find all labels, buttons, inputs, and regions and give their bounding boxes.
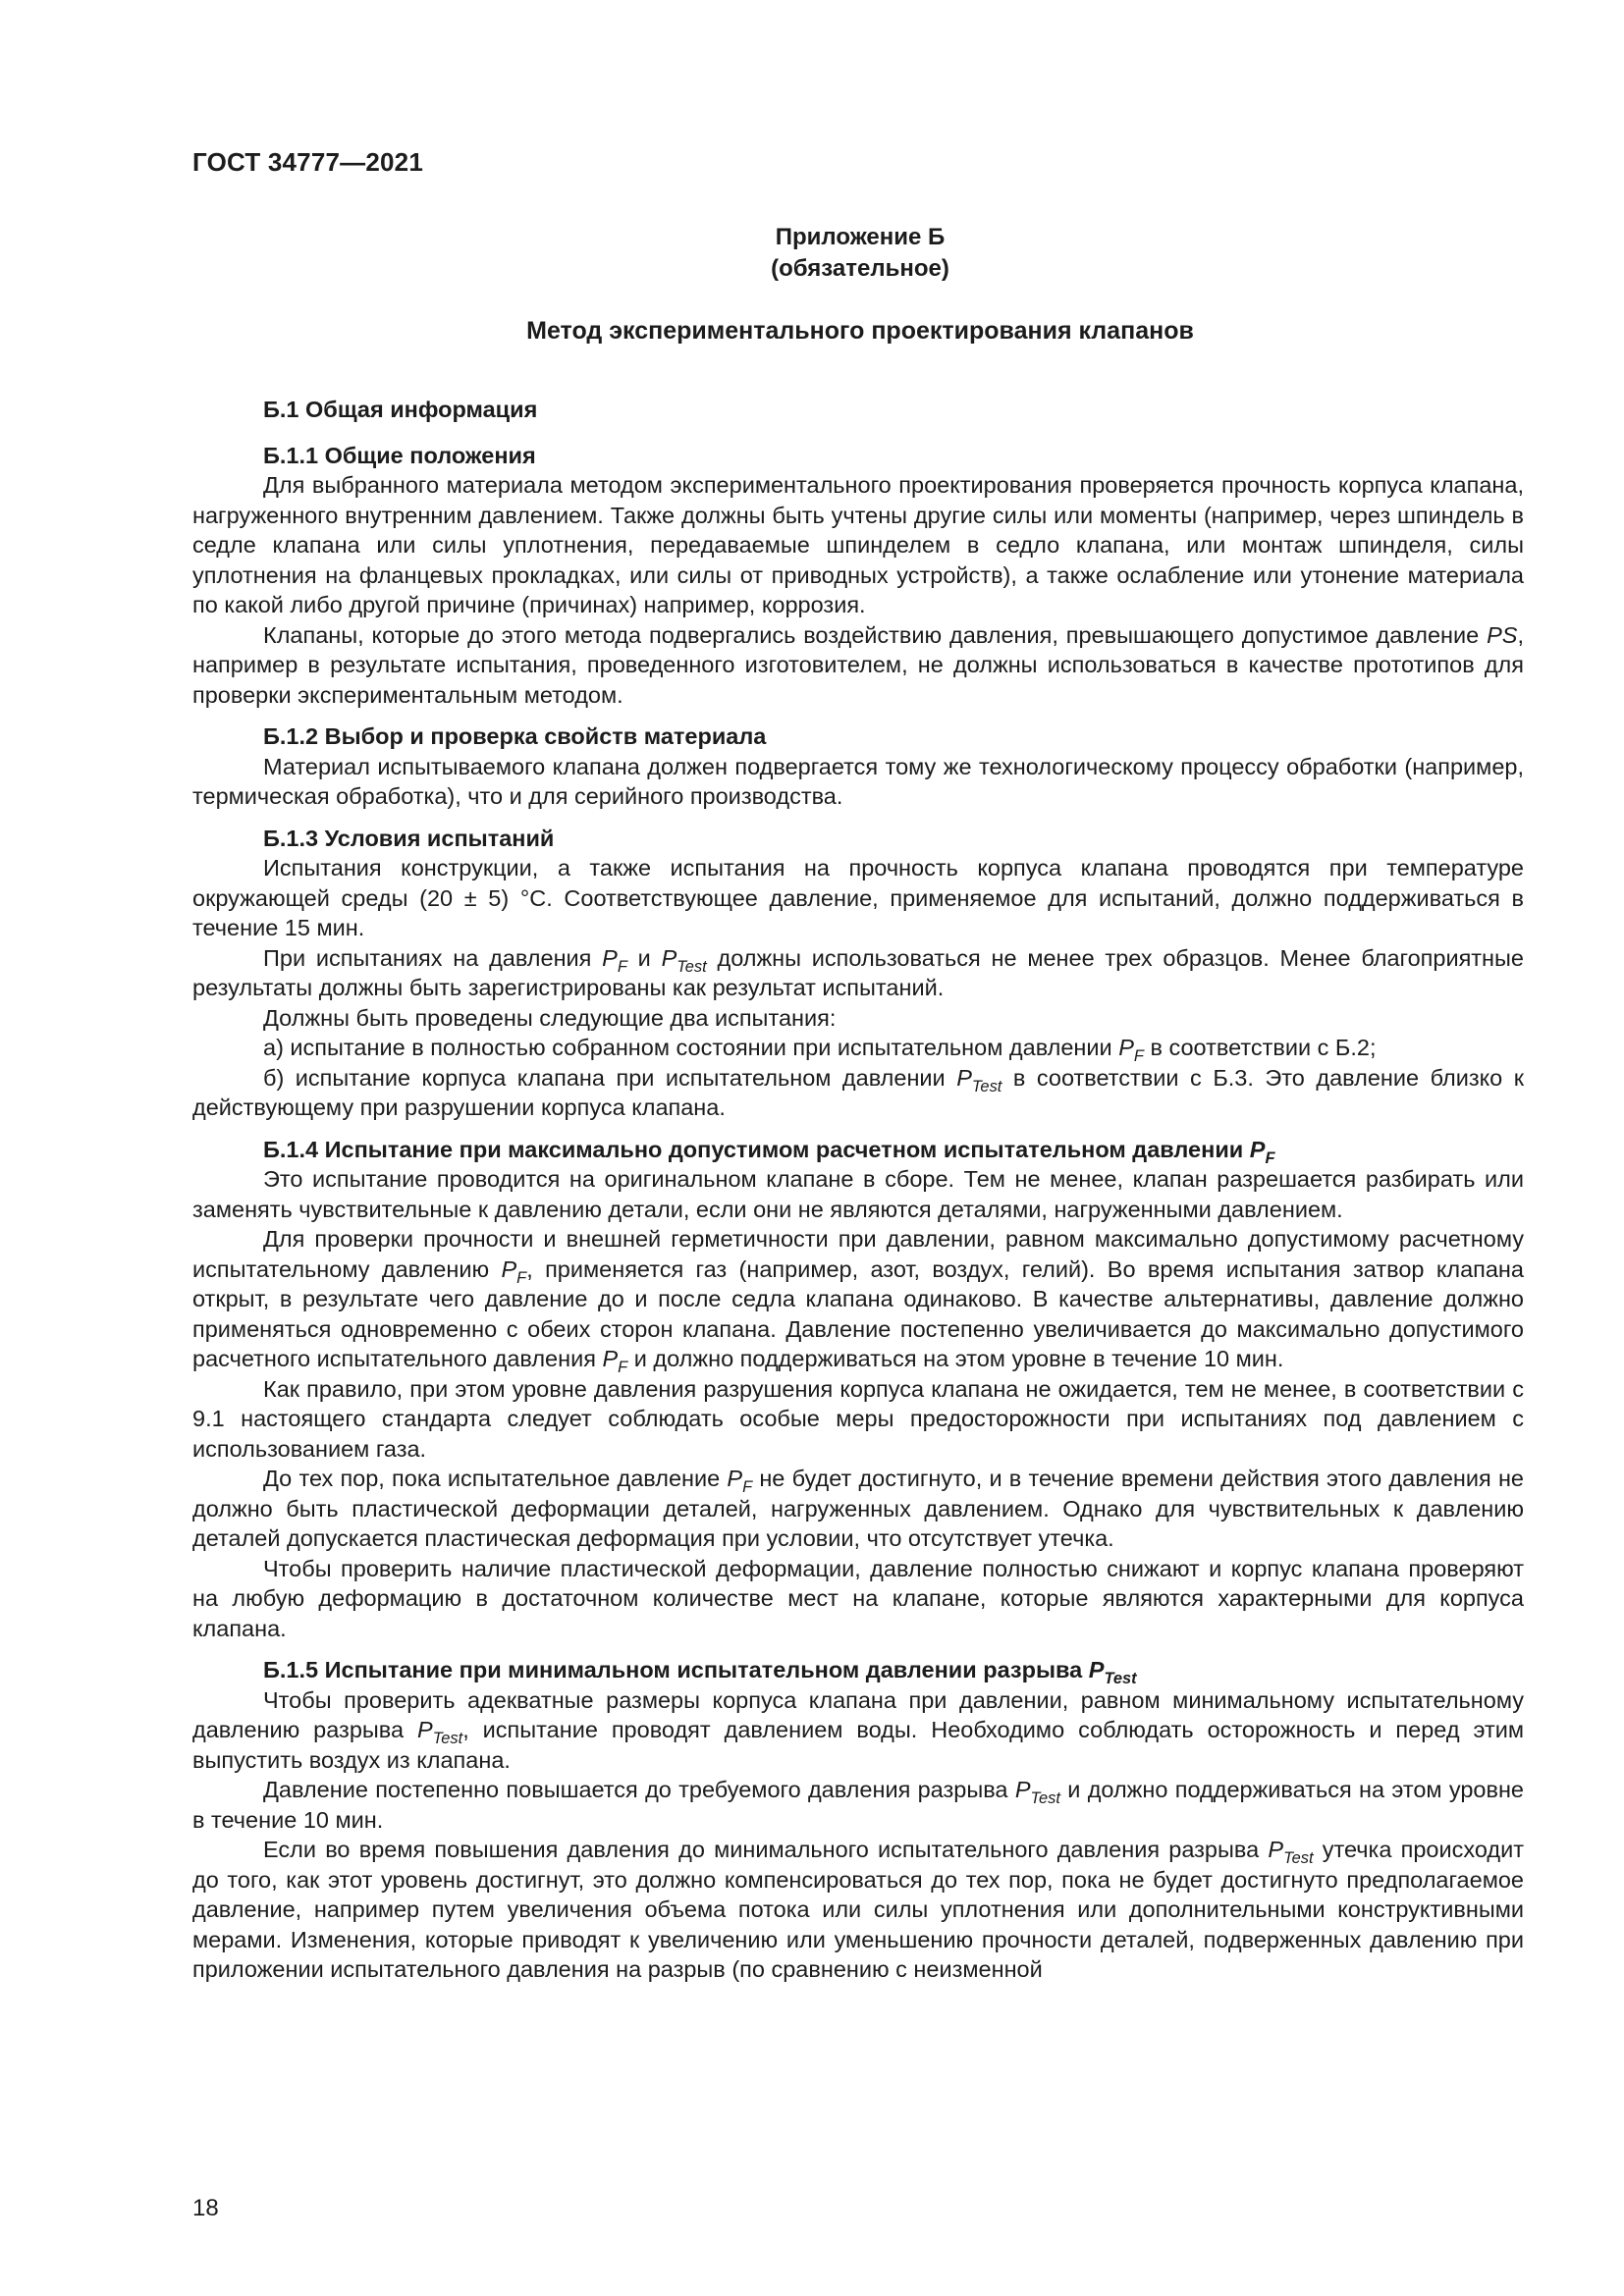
symbol-ptest: $P_{Test}$ xyxy=(417,1717,463,1747)
symbol-ptest: $P_{Test}$ xyxy=(661,944,707,976)
section-heading-b1: Б.1 Общая информация xyxy=(263,397,538,422)
document-code: ГОСТ 34777—2021 xyxy=(192,147,423,177)
symbol-pf: $P_F$ xyxy=(602,1346,628,1376)
symbol-ps: PS xyxy=(1487,621,1518,648)
section-heading-b15: Б.1.5 Испытание при минимальном испытательном давлении разрыва $P_{Test}$ xyxy=(263,1657,1137,1687)
list-item: б) испытание корпуса клапана при испытательном давлении $P_{Test}$ в соответствии с Б.3. Это давление близко к действующему при разрушении корпуса клапана. xyxy=(192,1064,1525,1120)
paragraph: Для выбранного материала методом экспериментального проектирования проверяется прочность корпуса клапана, нагруженного внутренним давлением. Также должны быть учтены другие силы или моменты (например, через шпиндель в седле клапана или силы уплотнения, передаваемые шпинделем в седло клапана, или монтаж шпинделя, силы уплотнения на фланцевых прокладках, или силы от приводных устройств), а также ослабление или утонение материала по какой либо другой причине (причинах) например, коррозия. xyxy=(192,472,1524,617)
document-body xyxy=(192,395,1524,1985)
paragraph: До тех пор, пока испытательное давление $P_F$ не будет достигнуто, и в течение времени действия этого давления не должно быть пластической деформации деталей, нагруженных давлением. Однако для чувствительных к давлению деталей допускается пластическая деформация при условии, что отсутствует утечка. xyxy=(192,1466,1524,1551)
paragraph: Должны быть проведены следующие два испытания: xyxy=(263,1004,837,1031)
paragraph: Чтобы проверить адекватные размеры корпуса клапана при давлении, равном минимальному испытательному давлению разрыва $P_{Test}$, испытание проводят давлением воды. Необходимо соблюдать осторожность и перед этим выпустить воздух из клапана. xyxy=(192,1686,1524,1773)
symbol-ptest: $P_{Test}$ xyxy=(956,1064,1002,1095)
symbol-pf: $P_F$ xyxy=(1118,1035,1144,1065)
symbol-ptest: $P_{Test}$ xyxy=(1014,1777,1060,1807)
paragraph: Давление постепенно повышается до требуемого давления разрыва $P_{Test}$ и должно поддерживаться на этом уровне в течение 10 мин. xyxy=(192,1777,1525,1833)
paragraph: Для проверки прочности и внешней герметичности при давлении, равном максимально допустимому расчетному испытательному давлению $P_F$, применяется газ (например, азот, воздух, гелий). Во время испытания затвор клапана открыт, в результате чего давление до и после седла клапана одинаково. В качестве альтернативы, давление должно применяться одновременно с обеих сторон клапана. Давление постепенно увеличивается до максимально допустимого расчетного испытательного давления $P_F$ и должно поддерживаться на этом уровне в течение 10 мин. xyxy=(192,1226,1524,1376)
section-heading-b14: Б.1.4 Испытание при максимально допустимом расчетном испытательном давлении $P_F$ xyxy=(263,1136,1275,1167)
symbol-pf: $P_F$ xyxy=(727,1466,753,1496)
list-item: а) испытание в полностью собранном состоянии при испытательном давлении $P_F$ в соответствии с Б.2; xyxy=(263,1035,1377,1065)
section-heading-b11: Б.1.1 Общие положения xyxy=(263,442,536,468)
annex-title: Приложение Б xyxy=(775,224,946,250)
section-heading-b12: Б.1.2 Выбор и проверка свойств материала xyxy=(263,723,767,749)
page-number: 18 xyxy=(192,2195,219,2221)
symbol-pf: $P_F$ xyxy=(602,944,627,976)
symbol-pf: $P_F$ xyxy=(1249,1136,1275,1167)
annex-heading: Метод экспериментального проектирования клапанов xyxy=(526,317,1194,345)
paragraph: Если во время повышения давления до минимального испытательного давления разрыва $P_{Test}$ утечка происходит до того, как этот уровень достигнут, это должно компенсироваться до тех пор, пока не будет достигнуто предполагаемое давление, например путем увеличения объема потока или силы уплотнения или дополнительными конструктивными мерами. Изменения, которые приводят к увеличению или уменьшению прочности деталей, подверженных давлению при приложении испытательного давления на разрыв (по сравнению с неизменной xyxy=(192,1837,1524,1982)
paragraph: При испытаниях на давления $P_F$ и $P_{Test}$ должны использоваться не менее трех образцов. Менее благоприятные результаты должны быть зарегистрированы как результат испытаний. xyxy=(192,944,1524,1000)
paragraph: Это испытание проводится на оригинальном клапане в сборе. Тем не менее, клапан разрешается разбирать или заменять чувствительные к давлению детали, если они не являются деталями, нагруженными давлением. xyxy=(192,1166,1524,1222)
symbol-pf: $P_F$ xyxy=(501,1255,527,1287)
paragraph: Как правило, при этом уровне давления разрушения корпуса клапана не ожидается, тем не менее, в соответствии с 9.1 настоящего стандарта следует соблюдать особые меры предосторожности при испытаниях под давлением с использованием газа. xyxy=(192,1375,1524,1462)
annex-status: (обязательное) xyxy=(771,255,949,282)
paragraph: Материал испытываемого клапана должен подвергается тому же технологическому процессу обработки (например, термическая обработка), что и для серийного производства. xyxy=(192,753,1524,809)
section-heading-b13: Б.1.3 Условия испытаний xyxy=(263,825,555,851)
symbol-ptest: $P_{Test}$ xyxy=(1088,1657,1137,1687)
paragraph: Клапаны, которые до этого метода подвергались воздействию давления, превышающего допустимое давление PS, например в результате испытания, проведенного изготовителем, не должны использоваться в качестве прототипов для проверки экспериментальным методом. xyxy=(192,621,1524,708)
paragraph: Испытания конструкции, а также испытания на прочность корпуса клапана проводятся при температуре окружающей среды (20 ± 5) °С. Соответствующее давление, применяемое для испытаний, должно поддерживаться в течение 15 мин. xyxy=(192,855,1524,940)
symbol-ptest: $P_{Test}$ xyxy=(1268,1837,1314,1867)
paragraph: Чтобы проверить наличие пластической деформации, давление полностью снижают и корпус клапана проверяют на любую деформацию в достаточном количестве мест на клапане, которые являются характерными для корпуса клапана. xyxy=(192,1555,1524,1641)
